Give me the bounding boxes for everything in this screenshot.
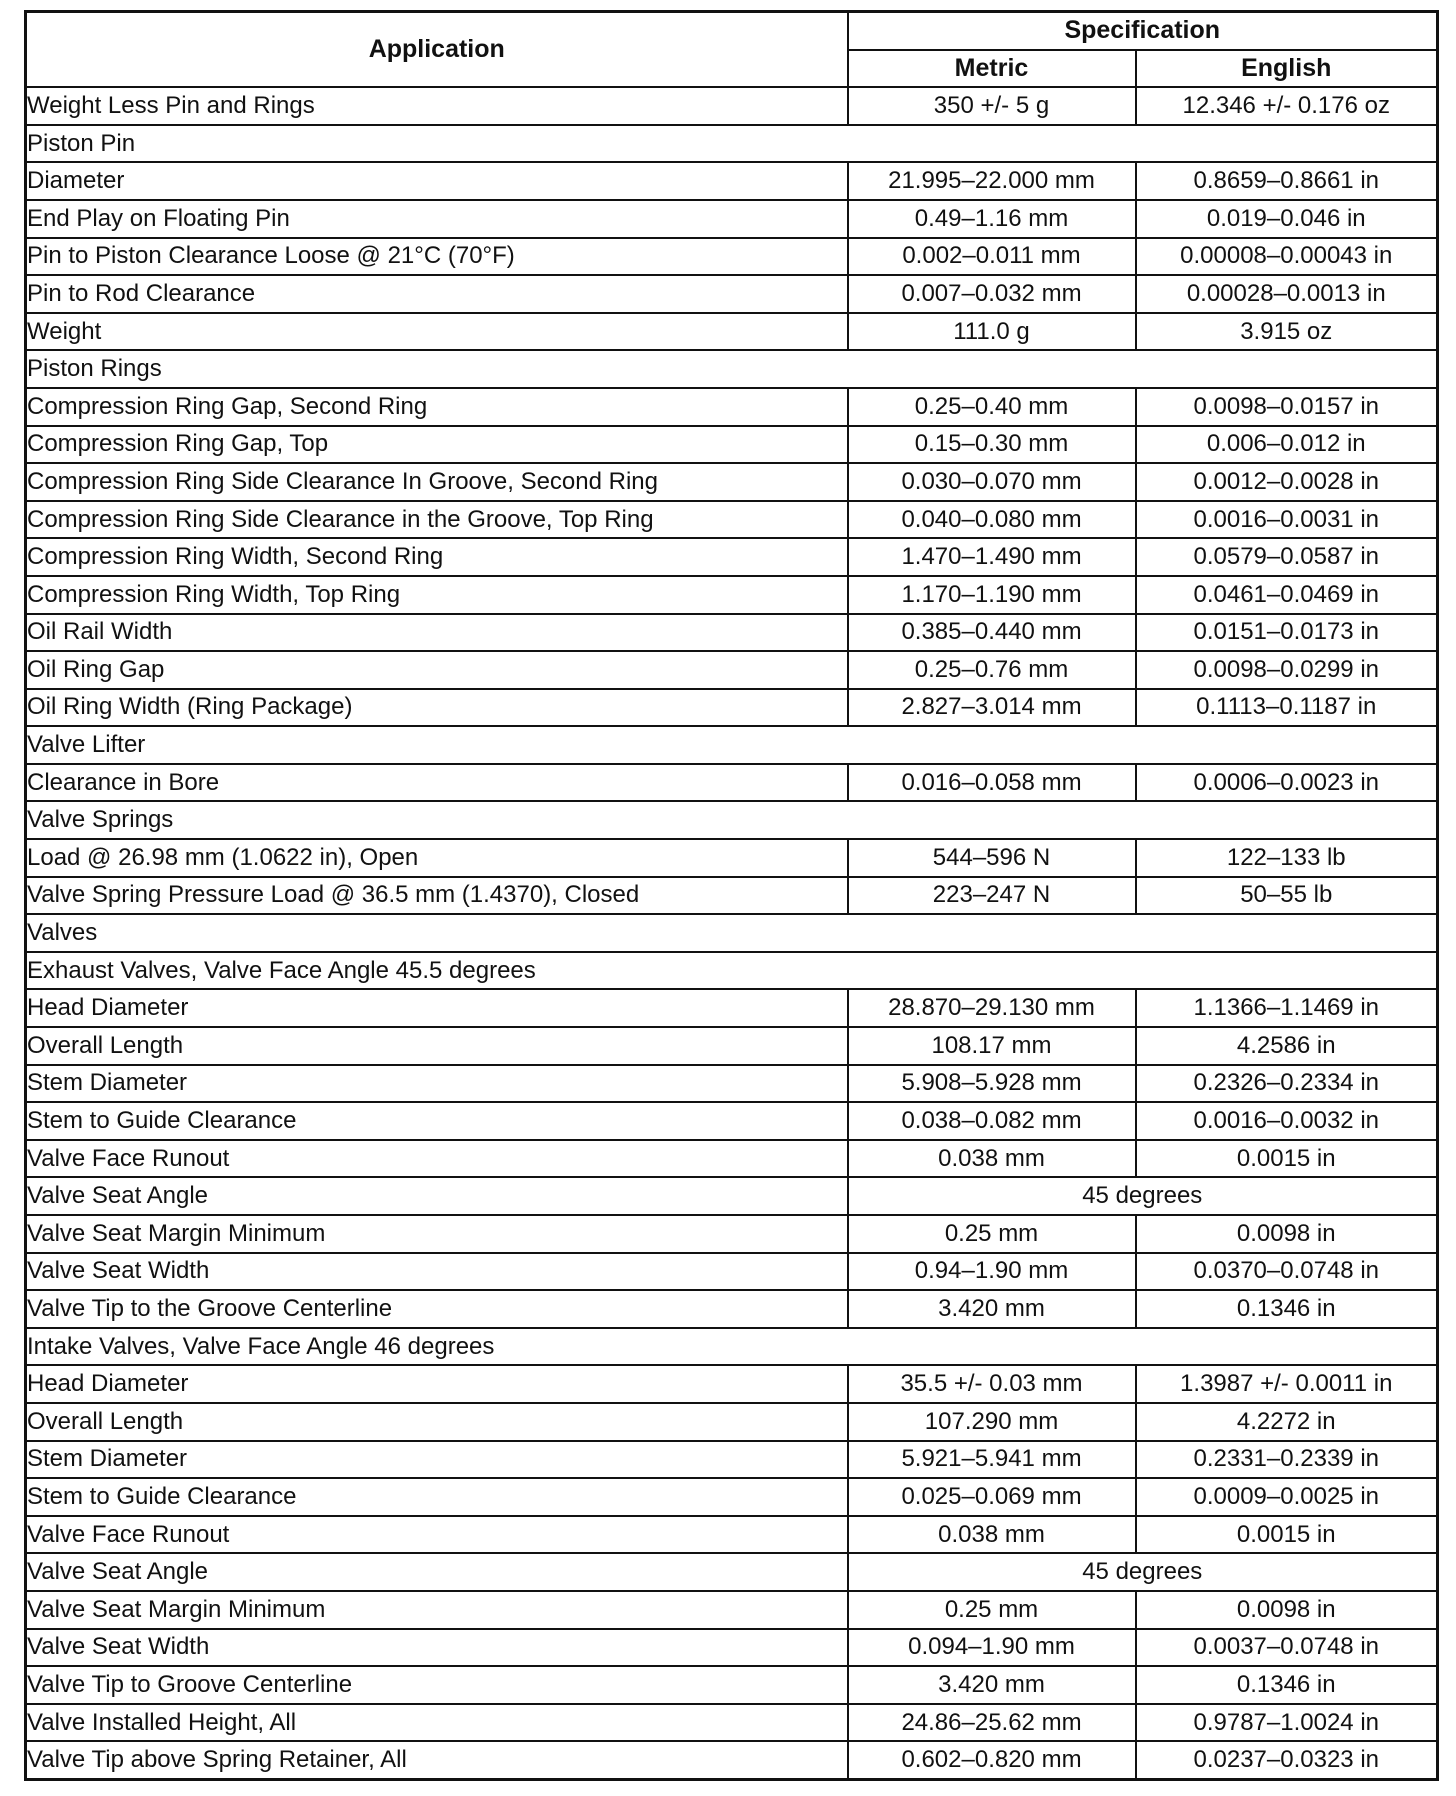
application-cell: Pin to Rod Clearance (26, 275, 848, 313)
table-row (26, 576, 1438, 614)
table-row (26, 689, 1438, 727)
table-row (26, 614, 1438, 652)
english-cell: 1.1366–1.1469 in (1136, 989, 1438, 1027)
application-cell: Valve Seat Margin Minimum (26, 1215, 848, 1253)
table-row (26, 1177, 1438, 1215)
metric-cell: 111.0 g (848, 313, 1136, 351)
table-row (26, 1591, 1438, 1629)
table-header (26, 12, 1438, 88)
section-heading: Valves (26, 914, 1438, 952)
english-cell: 4.2586 in (1136, 1027, 1438, 1065)
english-cell: 0.0098–0.0299 in (1136, 651, 1438, 689)
application-cell: Valve Spring Pressure Load @ 36.5 mm (1.4370), Closed (26, 877, 848, 915)
english-cell: 0.9787–1.0024 in (1136, 1704, 1438, 1742)
section-heading: Valve Lifter (26, 726, 1438, 764)
metric-cell: 5.921–5.941 mm (848, 1441, 1136, 1479)
english-cell: 0.0579–0.0587 in (1136, 538, 1438, 576)
table-row (26, 426, 1438, 464)
metric-cell: 0.038 mm (848, 1516, 1136, 1554)
application-cell: Valve Face Runout (26, 1140, 848, 1178)
metric-cell: 0.016–0.058 mm (848, 764, 1136, 802)
application-cell: Stem Diameter (26, 1065, 848, 1103)
application-cell: Head Diameter (26, 1365, 848, 1403)
english-cell: 3.915 oz (1136, 313, 1438, 351)
english-cell: 4.2272 in (1136, 1403, 1438, 1441)
specification-cell: 45 degrees (848, 1553, 1438, 1591)
application-cell: Valve Face Runout (26, 1516, 848, 1554)
table-row (26, 1478, 1438, 1516)
table-row (26, 1553, 1438, 1591)
table-row (26, 1666, 1438, 1704)
english-cell: 0.0015 in (1136, 1516, 1438, 1554)
subgroup-heading: Intake Valves, Valve Face Angle 46 degrees (26, 1328, 1438, 1366)
metric-cell: 0.25–0.40 mm (848, 388, 1136, 426)
application-cell: Oil Ring Width (Ring Package) (26, 689, 848, 727)
table-row (26, 1704, 1438, 1742)
subgroup-row (26, 1328, 1438, 1366)
table-row (26, 651, 1438, 689)
application-cell: Oil Rail Width (26, 614, 848, 652)
english-cell: 122–133 lb (1136, 839, 1438, 877)
metric-cell: 24.86–25.62 mm (848, 1704, 1136, 1742)
table-row (26, 388, 1438, 426)
english-cell: 0.00008–0.00043 in (1136, 238, 1438, 276)
table-row (26, 1065, 1438, 1103)
metric-cell: 5.908–5.928 mm (848, 1065, 1136, 1103)
english-cell: 0.0461–0.0469 in (1136, 576, 1438, 614)
application-cell: Valve Seat Width (26, 1629, 848, 1667)
application-cell: End Play on Floating Pin (26, 200, 848, 238)
table-row (26, 1215, 1438, 1253)
english-cell: 0.0009–0.0025 in (1136, 1478, 1438, 1516)
header-english: English (1136, 50, 1438, 88)
english-cell: 0.2331–0.2339 in (1136, 1441, 1438, 1479)
metric-cell: 0.038 mm (848, 1140, 1136, 1178)
metric-cell: 107.290 mm (848, 1403, 1136, 1441)
table-row (26, 989, 1438, 1027)
english-cell: 0.019–0.046 in (1136, 200, 1438, 238)
application-cell: Compression Ring Width, Top Ring (26, 576, 848, 614)
english-cell: 0.0037–0.0748 in (1136, 1629, 1438, 1667)
application-cell: Valve Seat Margin Minimum (26, 1591, 848, 1629)
metric-cell: 0.15–0.30 mm (848, 426, 1136, 464)
application-cell: Stem to Guide Clearance (26, 1478, 848, 1516)
english-cell: 1.3987 +/- 0.0011 in (1136, 1365, 1438, 1403)
application-cell: Weight Less Pin and Rings (26, 87, 848, 125)
subgroup-row (26, 952, 1438, 990)
english-cell: 0.1346 in (1136, 1290, 1438, 1328)
table-row (26, 1365, 1438, 1403)
application-cell: Compression Ring Width, Second Ring (26, 538, 848, 576)
metric-cell: 3.420 mm (848, 1666, 1136, 1704)
english-cell: 0.2326–0.2334 in (1136, 1065, 1438, 1103)
table-row (26, 162, 1438, 200)
english-cell: 0.0016–0.0031 in (1136, 501, 1438, 539)
table-row (26, 501, 1438, 539)
metric-cell: 0.385–0.440 mm (848, 614, 1136, 652)
metric-cell: 0.094–1.90 mm (848, 1629, 1136, 1667)
table-row (26, 1290, 1438, 1328)
metric-cell: 108.17 mm (848, 1027, 1136, 1065)
application-cell: Pin to Piston Clearance Loose @ 21°C (70°F) (26, 238, 848, 276)
table-row (26, 1741, 1438, 1779)
application-cell: Oil Ring Gap (26, 651, 848, 689)
table-row (26, 1140, 1438, 1178)
metric-cell: 2.827–3.014 mm (848, 689, 1136, 727)
application-cell: Load @ 26.98 mm (1.0622 in), Open (26, 839, 848, 877)
application-cell: Valve Seat Angle (26, 1553, 848, 1591)
table-row (26, 839, 1438, 877)
table-row (26, 1441, 1438, 1479)
application-cell: Valve Seat Width (26, 1253, 848, 1291)
subgroup-heading: Exhaust Valves, Valve Face Angle 45.5 degrees (26, 952, 1438, 990)
table-row (26, 1027, 1438, 1065)
application-cell: Valve Tip to Groove Centerline (26, 1666, 848, 1704)
section-row (26, 914, 1438, 952)
english-cell: 0.00028–0.0013 in (1136, 275, 1438, 313)
metric-cell: 223–247 N (848, 877, 1136, 915)
metric-cell: 3.420 mm (848, 1290, 1136, 1328)
section-heading: Piston Rings (26, 350, 1438, 388)
metric-cell: 1.470–1.490 mm (848, 538, 1136, 576)
table-row (26, 538, 1438, 576)
metric-cell: 0.040–0.080 mm (848, 501, 1136, 539)
application-cell: Compression Ring Side Clearance In Groove, Second Ring (26, 463, 848, 501)
metric-cell: 0.94–1.90 mm (848, 1253, 1136, 1291)
section-heading: Valve Springs (26, 801, 1438, 839)
table-row (26, 1403, 1438, 1441)
metric-cell: 0.002–0.011 mm (848, 238, 1136, 276)
application-cell: Stem Diameter (26, 1441, 848, 1479)
metric-cell: 544–596 N (848, 839, 1136, 877)
metric-cell: 0.030–0.070 mm (848, 463, 1136, 501)
english-cell: 0.0237–0.0323 in (1136, 1741, 1438, 1779)
metric-cell: 0.25–0.76 mm (848, 651, 1136, 689)
application-cell: Valve Installed Height, All (26, 1704, 848, 1742)
application-cell: Valve Tip above Spring Retainer, All (26, 1741, 848, 1779)
table-row (26, 200, 1438, 238)
metric-cell: 0.025–0.069 mm (848, 1478, 1136, 1516)
english-cell: 0.0098 in (1136, 1591, 1438, 1629)
table-row (26, 313, 1438, 351)
application-cell: Valve Tip to the Groove Centerline (26, 1290, 848, 1328)
english-cell: 0.0012–0.0028 in (1136, 463, 1438, 501)
metric-cell: 0.038–0.082 mm (848, 1102, 1136, 1140)
table-row (26, 275, 1438, 313)
application-cell: Compression Ring Gap, Second Ring (26, 388, 848, 426)
section-row (26, 801, 1438, 839)
application-cell: Clearance in Bore (26, 764, 848, 802)
application-cell: Overall Length (26, 1027, 848, 1065)
table-row (26, 764, 1438, 802)
table-body (26, 87, 1438, 1779)
english-cell: 0.1346 in (1136, 1666, 1438, 1704)
application-cell: Valve Seat Angle (26, 1177, 848, 1215)
application-cell: Weight (26, 313, 848, 351)
metric-cell: 0.007–0.032 mm (848, 275, 1136, 313)
english-cell: 0.0015 in (1136, 1140, 1438, 1178)
header-specification: Specification (848, 12, 1438, 50)
specification-table (24, 10, 1439, 1781)
specification-cell: 45 degrees (848, 1177, 1438, 1215)
application-cell: Diameter (26, 162, 848, 200)
metric-cell: 0.25 mm (848, 1591, 1136, 1629)
metric-cell: 21.995–22.000 mm (848, 162, 1136, 200)
english-cell: 0.0006–0.0023 in (1136, 764, 1438, 802)
english-cell: 0.8659–0.8661 in (1136, 162, 1438, 200)
section-row (26, 726, 1438, 764)
metric-cell: 1.170–1.190 mm (848, 576, 1136, 614)
application-cell: Head Diameter (26, 989, 848, 1027)
application-cell: Stem to Guide Clearance (26, 1102, 848, 1140)
application-cell: Overall Length (26, 1403, 848, 1441)
table-row (26, 238, 1438, 276)
english-cell: 0.0098 in (1136, 1215, 1438, 1253)
english-cell: 50–55 lb (1136, 877, 1438, 915)
table-row (26, 877, 1438, 915)
section-row (26, 350, 1438, 388)
table-row (26, 1629, 1438, 1667)
section-row (26, 125, 1438, 163)
table-row (26, 1253, 1438, 1291)
spec-document (24, 10, 1436, 1781)
metric-cell: 0.49–1.16 mm (848, 200, 1136, 238)
header-metric: Metric (848, 50, 1136, 88)
metric-cell: 35.5 +/- 0.03 mm (848, 1365, 1136, 1403)
header-application: Application (26, 12, 848, 88)
english-cell: 0.0370–0.0748 in (1136, 1253, 1438, 1291)
english-cell: 0.1113–0.1187 in (1136, 689, 1438, 727)
english-cell: 0.0016–0.0032 in (1136, 1102, 1438, 1140)
application-cell: Compression Ring Gap, Top (26, 426, 848, 464)
application-cell: Compression Ring Side Clearance in the Groove, Top Ring (26, 501, 848, 539)
english-cell: 0.006–0.012 in (1136, 426, 1438, 464)
table-row (26, 1102, 1438, 1140)
table-row (26, 87, 1438, 125)
metric-cell: 350 +/- 5 g (848, 87, 1136, 125)
section-heading: Piston Pin (26, 125, 1438, 163)
metric-cell: 0.25 mm (848, 1215, 1136, 1253)
english-cell: 0.0151–0.0173 in (1136, 614, 1438, 652)
metric-cell: 0.602–0.820 mm (848, 1741, 1136, 1779)
english-cell: 12.346 +/- 0.176 oz (1136, 87, 1438, 125)
table-row (26, 463, 1438, 501)
english-cell: 0.0098–0.0157 in (1136, 388, 1438, 426)
metric-cell: 28.870–29.130 mm (848, 989, 1136, 1027)
table-row (26, 1516, 1438, 1554)
